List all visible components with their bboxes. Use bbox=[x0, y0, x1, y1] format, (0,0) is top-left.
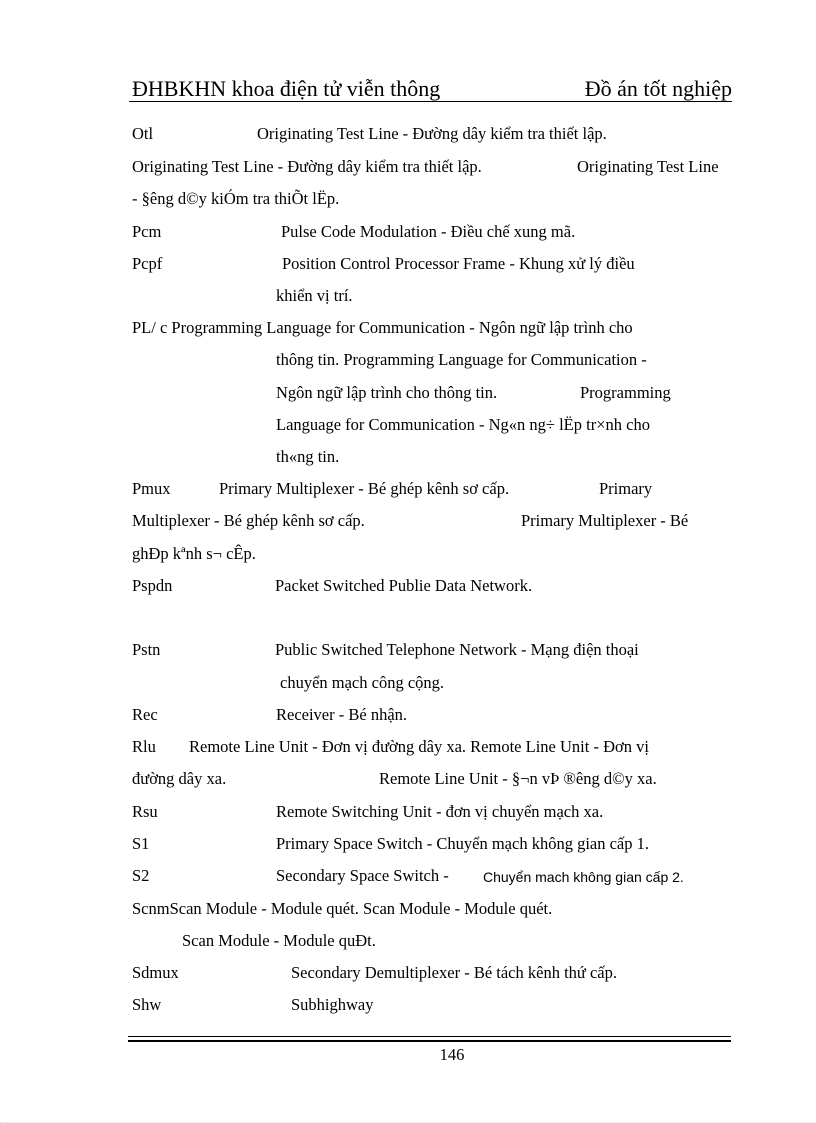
abbr-term: S2 bbox=[132, 866, 150, 885]
header-rule bbox=[129, 101, 732, 102]
abbr-term: Sdmux bbox=[132, 963, 179, 982]
abbr-term: Pcpf bbox=[132, 254, 163, 273]
abbr-definition: Remote Line Unit - Đơn vị đường dây xa. Remote Line Unit - Đơn vị bbox=[189, 737, 649, 756]
abbr-term: Shw bbox=[132, 995, 162, 1014]
abbr-definition: Secondary Space Switch - bbox=[276, 866, 449, 885]
abbr-definition: Remote Switching Unit - đơn vị chuyển mạch xa. bbox=[276, 802, 604, 821]
abbr-definition: Public Switched Telephone Network - Mạng điện thoại bbox=[275, 640, 639, 659]
abbr-definition: Pulse Code Modulation - Điều chế xung mã. bbox=[281, 222, 576, 241]
abbr-definition: Position Control Processor Frame - Khung xử lý điều bbox=[282, 254, 635, 273]
abbr-definition: Packet Switched Publie Data Network. bbox=[275, 576, 533, 595]
abbr-definition: khiển vị trí. bbox=[276, 286, 353, 305]
header-right: Đồ án tốt nghiệp bbox=[584, 76, 732, 101]
page-number: 146 bbox=[439, 1045, 465, 1064]
abbr-definition: đường dây xa. bbox=[132, 769, 227, 788]
abbr-term: Pcm bbox=[132, 222, 162, 241]
abbr-term: Otl bbox=[132, 124, 154, 143]
page-header bbox=[129, 76, 732, 104]
abbr-definition: Primary Multiplexer - Bé bbox=[521, 511, 689, 530]
abbr-definition: Primary Multiplexer - Bé ghép kênh sơ cấp. bbox=[219, 479, 510, 498]
abbr-definition: Originating Test Line - Đường dây kiểm tra thiết lập. bbox=[257, 124, 607, 143]
abbr-definition: Programming bbox=[580, 383, 671, 402]
footer-rule bbox=[128, 1040, 731, 1042]
header-left: ĐHBKHN khoa điện tử viễn thông bbox=[132, 76, 441, 101]
abbr-definition: thông tin. Programming Language for Communication - bbox=[276, 350, 647, 369]
abbr-definition: Receiver - Bé nhận. bbox=[276, 705, 408, 724]
abbr-term: Rlu bbox=[132, 737, 156, 756]
abbr-definition: Originating Test Line - Đường dây kiểm tra thiết lập. bbox=[132, 157, 482, 176]
abbr-term: Rec bbox=[132, 705, 158, 724]
abbr-definition: ScnmScan Module - Module quét. Scan Module - Module quét. bbox=[132, 899, 553, 918]
abbr-definition: Primary Space Switch - Chuyển mạch không gian cấp 1. bbox=[276, 834, 649, 853]
abbr-definition: Language for Communication - Ng«n ng÷ lËp tr×nh cho bbox=[276, 415, 650, 434]
abbr-definition: Originating Test Line bbox=[577, 157, 719, 176]
abbr-definition: Remote Line Unit - §¬n vÞ ®êng d©y xa. bbox=[379, 769, 657, 788]
footer-rule bbox=[128, 1036, 731, 1037]
abbr-definition: Scan Module - Module quÐt. bbox=[182, 931, 376, 950]
abbr-definition: PL/ c Programming Language for Communication - Ngôn ngữ lập trình cho bbox=[132, 318, 633, 337]
abbr-definition: - §êng d©y kiÓm tra thiÕt lËp. bbox=[132, 189, 340, 208]
abbr-definition: Ngôn ngữ lập trình cho thông tin. bbox=[276, 383, 498, 402]
abbr-definition: ghÐp kªnh s¬ cÊp. bbox=[132, 544, 256, 563]
abbr-definition: Primary bbox=[599, 479, 653, 498]
abbr-term: Pspdn bbox=[132, 576, 173, 595]
abbr-definition: Chuyển mach không gian cấp 2. bbox=[483, 869, 684, 885]
abbr-term: Pstn bbox=[132, 640, 161, 659]
abbr-definition: Secondary Demultiplexer - Bé tách kênh thứ cấp. bbox=[291, 963, 617, 982]
abbr-definition: Multiplexer - Bé ghép kênh sơ cấp. bbox=[132, 511, 365, 530]
abbr-term: Pmux bbox=[132, 479, 171, 498]
abbr-term: Rsu bbox=[132, 802, 158, 821]
abbr-definition: th«ng tin. bbox=[276, 447, 340, 466]
abbr-definition: chuyển mạch công cộng. bbox=[280, 673, 445, 692]
abbr-term: S1 bbox=[132, 834, 150, 853]
abbr-definition: Subhighway bbox=[291, 995, 374, 1014]
